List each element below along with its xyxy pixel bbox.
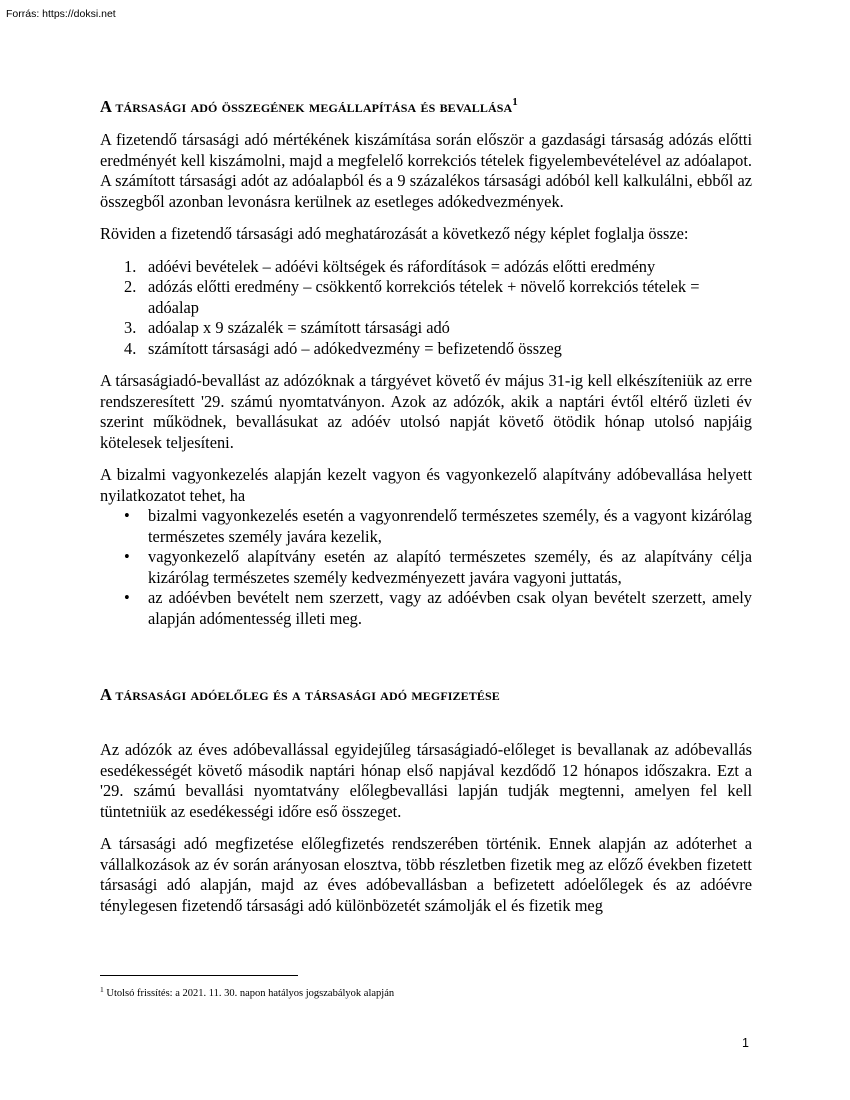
- section-1-paragraph-1: A fizetendő társasági adó mértékének kiszámítása során először a gazdasági társaság adózás előtti eredményét kell kiszámolni, majd a megfelelő korrekciós tételek figyelembevételével az adóalapot. A számított társasági adót az adóalapból és a 9 százalékos társasági adóból kell kalkulálni, ebből az összegből azonban levonásra kerülnek az esetleges adókedvezmények.: [100, 130, 752, 211]
- footnote-mark: 1: [100, 985, 104, 994]
- formula-item: 2. adózás előtti eredmény – csökkentő korrekciós tételek + növelő korrekciós tételek = adóalap: [124, 277, 700, 317]
- section-2-paragraph-2: A társasági adó megfizetése előlegfizetés rendszerében történik. Ennek alapján az adóterhet a vállalkozások az év során arányosan elosztva, több részletben fizetik meg az előző években fizetett társasági adó alapján, majd az éves adóbevallásban a befizetett adóelőlegek és az adóévre ténylegesen fizetendő társasági adó különbözetét számolják el és fizetik meg: [100, 834, 752, 915]
- source-line: Forrás: https://doksi.net: [6, 8, 116, 20]
- footnote-ref: 1: [512, 96, 518, 108]
- bullet-icon: •: [124, 506, 130, 525]
- bullet-icon: •: [124, 547, 130, 566]
- document-page: [100, 96, 752, 916]
- formula-list: [100, 257, 752, 360]
- list-item: • bizalmi vagyonkezelés esetén a vagyonrendelő természetes személy, és a vagyont kizárólag természetes személy javára kezelik,: [124, 506, 752, 546]
- footnote: $^1$ Utolsó frissítés: a 2021. 11. 30. napon hatályos jogszabályok alapján: [100, 985, 395, 999]
- section-1-title: A társasági adó összegének megállapítása és bevallása$^1$: [100, 96, 518, 116]
- bullet-icon: •: [124, 588, 130, 607]
- list-item: • vagyonkezelő alapítvány esetén az alapító természetes személy, és az alapítvány célja kizárólag természetes személy kedvezményezett javára vagyoni juttatás,: [124, 547, 752, 587]
- footnote-divider: [100, 975, 298, 976]
- section-1-paragraph-3: A társaságiadó-bevallást az adózóknak a tárgyévet követő év május 31-ig kell elkészíteniük az erre rendszeresített '29. számú nyomtatványon. Azok az adózók, akik a naptári évtől eltérő üzleti év szerint működnek, bevallásukat az adóév utolsó napját követő ötödik hónap utolsó napjáig kötelesek teljesíteni.: [100, 371, 752, 452]
- section-1-paragraph-4: A bizalmi vagyonkezelés alapján kezelt vagyon és vagyonkezelő alapítvány adóbevallása helyett nyilatkozatot tehet, ha: [100, 465, 752, 505]
- section-2-title: A társasági adóelőleg és a társasági adó megfizetése: [100, 685, 500, 704]
- formula-item: 1. adóévi bevételek – adóévi költségek és ráfordítások = adózás előtti eredmény: [124, 256, 656, 276]
- formula-item: 3. adóalap x 9 százalék = számított társasági adó: [124, 318, 450, 337]
- list-item: • az adóévben bevételt nem szerzett, vagy az adóévben csak olyan bevételt szerzett, amely alapján adómentesség illeti meg.: [124, 588, 752, 628]
- section-2-paragraph-1: Az adózók az éves adóbevallással egyidejűleg társaságiadó-előleget is bevallanak az adóbevallás esedékességét követő második naptári hónap első napjával kezdődő 12 hónapos időszakra. Ezt a '29. számú bevallási nyomtatvány előlegbevallási lapján tudják megtenni, amelyen fel kell tüntetniük az esedékességi időre eső összeget.: [100, 740, 752, 821]
- condition-list: [100, 506, 752, 629]
- section-1-paragraph-2: Röviden a fizetendő társasági adó meghatározását a következő négy képlet foglalja össze:: [100, 224, 689, 243]
- formula-item: 4. számított társasági adó – adókedvezmény = befizetendő összeg: [124, 338, 562, 358]
- page-number: 1: [742, 1036, 749, 1050]
